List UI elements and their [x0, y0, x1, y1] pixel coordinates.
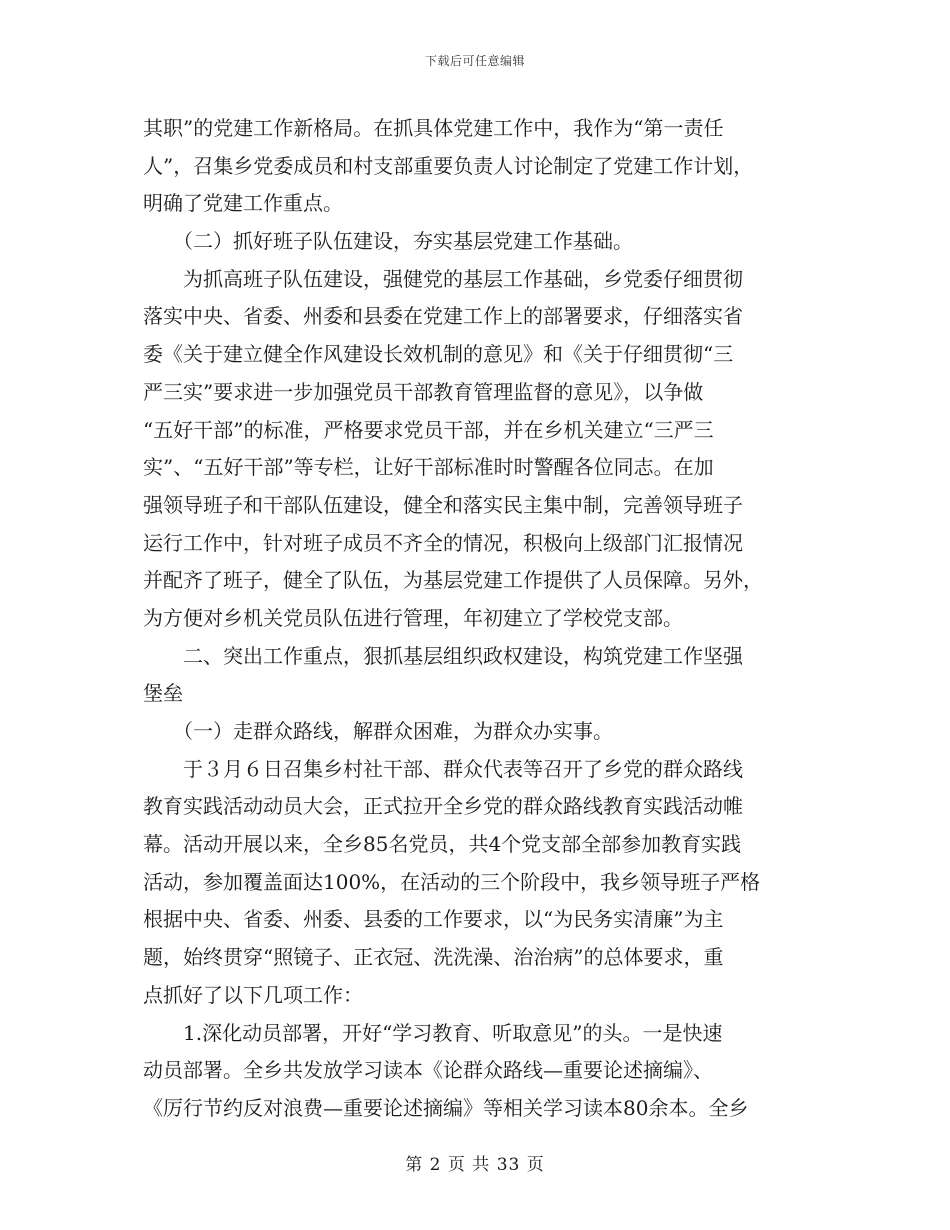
page-header: 下载后可任意编辑 — [424, 54, 525, 68]
text-line: 为方便对乡机关党员队伍进行管理，年初建立了学校党支部。 — [143, 605, 683, 630]
text-line: 为抓高班子队伍建设，强健党的基层工作基础，乡党委仔细贯彻 — [143, 266, 743, 291]
text-line: 实”、“五好干部”等专栏，让好干部标准时时警醒各位同志。在加 — [143, 455, 714, 480]
text-line: 落实中央、省委、州委和县委在党建工作上的部署要求，仔细落实省 — [143, 304, 743, 329]
text-line: 1.深化动员部署，开好“学习教育、听取意见”的头。一是快速 — [143, 1020, 723, 1045]
section-heading: 堡垒 — [143, 681, 183, 706]
text-line: 严三实”要求进一步加强党员干部教育管理监督的意见》，以争做 — [143, 379, 704, 404]
text-line: 并配齐了班子，健全了队伍，为基层党建工作提供了人员保障。另外， — [143, 568, 763, 593]
text-line: 题，始终贯穿“照镜子、正衣冠、洗洗澡、治治病”的总体要求，重 — [143, 945, 724, 970]
text-line: “五好干部”的标准，严格要求党员干部，并在乡机关建立“三严三 — [143, 417, 714, 442]
document-body — [143, 110, 809, 1128]
text-line: 《厉行节约反对浪费—重要论述摘编》等相关学习读本80余本。全乡 — [143, 1095, 749, 1120]
text-line: 于３月６日召集乡村社干部、群众代表等召开了乡党的群众路线 — [143, 756, 743, 781]
text-line: 根据中央、省委、州委、县委的工作要求，以“为民务实清廉”为主 — [143, 907, 724, 932]
page-number: 第 2 页 共 33 页 — [405, 1155, 545, 1175]
text-line: 其职”的党建工作新格局。在抓具体党建工作中，我作为“第一责任 — [143, 116, 724, 140]
text-line: 教育实践活动动员大会，正式拉开全乡党的群众路线教育实践活动帷 — [143, 794, 743, 819]
text-line: 幕。活动开展以来，全乡85名党员，共4个党支部全部参加教育实践 — [143, 832, 742, 857]
text-line: 运行工作中，针对班子成员不齐全的情况，积极向上级部门汇报情况 — [143, 530, 743, 555]
section-heading: 二、突出工作重点，狠抓基层组织政权建设，构筑党建工作坚强 — [143, 643, 743, 668]
text-line: 活动，参加覆盖面达100%，在活动的三个阶段中，我乡领导班子严格 — [143, 869, 761, 894]
text-line: 委《关于建立健全作风建设长效机制的意见》和《关于仔细贯彻“三 — [143, 342, 734, 367]
text-line: 点抓好了以下几项工作： — [143, 982, 363, 1007]
text-line: 明确了党建工作重点。 — [143, 191, 343, 216]
text-line: 强领导班子和干部队伍建设，健全和落实民主集中制，完善领导班子 — [143, 492, 743, 517]
text-line: 人”，召集乡党委成员和村支部重要负责人讨论制定了党建工作计划， — [143, 153, 754, 178]
section-heading: （二）抓好班子队伍建设，夯实基层党建工作基础。 — [143, 229, 633, 254]
text-line: 动员部署。全乡共发放学习读本《论群众路线—重要论述摘编》、 — [143, 1058, 713, 1083]
subsection-heading: （一）走群众路线，解群众困难，为群众办实事。 — [143, 719, 613, 743]
